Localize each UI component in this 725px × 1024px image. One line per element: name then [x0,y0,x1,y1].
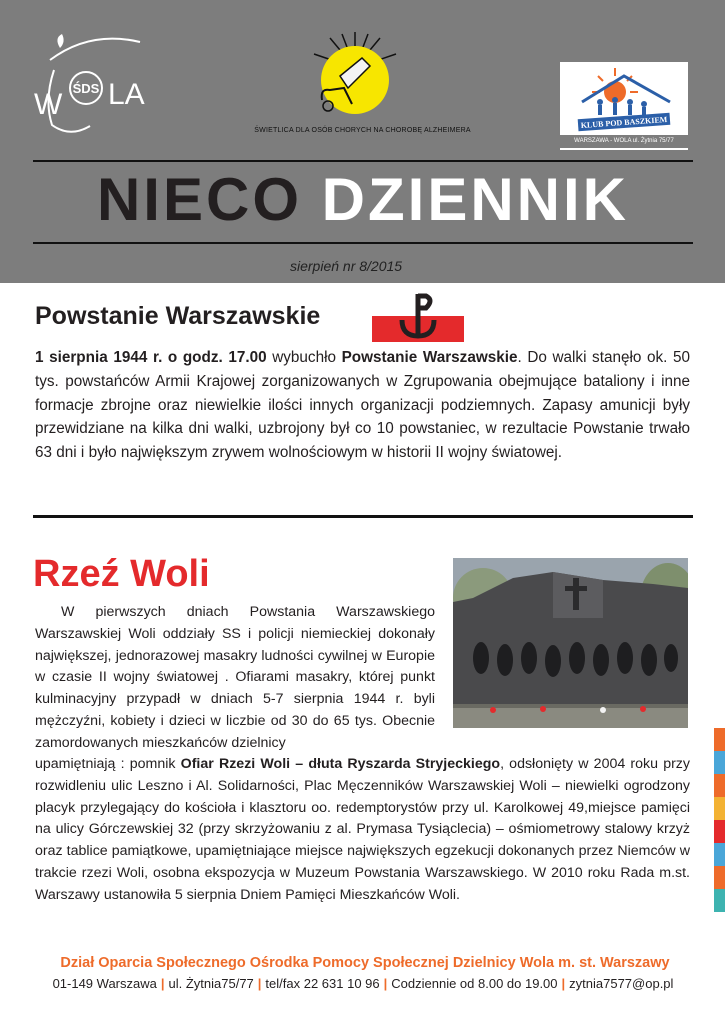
color-stripe [714,797,725,820]
massacre-intro-text: W pierwszych dniach Powstania Warszawskiego Warszawskiej Woli oddziały SS i policji niemieckiej dokonały największej, jednorazowej masakry ludności cywilnej w Europie w czasie II wojny światowej . Ofiarami masakry, której punkt kulminacyjny przypadł w dniach 5-7 sierpnia 1944 r. byli mężczyźni, kobiety i dzieci w liczbie od 30 do 65 tys. Obecnie zamordowanych mieszkańców dzielnicy [35,604,435,751]
color-stripe [714,774,725,797]
color-stripe [714,843,725,866]
masthead-word-dark: NIECO [96,166,302,233]
color-stripe [714,751,725,774]
footer-separator: | [160,976,165,991]
uprising-paragraph [35,346,690,465]
color-stripe [714,889,725,912]
section-divider [33,515,693,518]
footer-separator: | [561,976,566,991]
section-heading-massacre: Rzeź Woli [33,553,210,595]
klub-emblem-icon [560,62,688,136]
footer-contact-item: 01-149 Warszawa [52,976,157,991]
color-stripe [714,728,725,751]
uprising-text-a: wybuchło [266,349,342,366]
alzheimer-center-logo [300,28,410,123]
issue-label: sierpień nr 8/2015 [290,258,403,274]
klub-caption: WARSZAWA - WOLA ul. Żytnia 75/77 [560,135,688,148]
klub-banner-text: KLUB POD BASZKIEM [580,114,668,131]
masthead-title [33,160,693,240]
svg-text:W: W [34,88,63,121]
masthead-word-light: DZIENNIK [321,166,630,233]
massacre-memorial-paragraph [35,754,690,907]
footer-contact-item: ul. Żytnia75/77 [168,976,254,991]
sds-wola-logo [30,30,160,140]
footer-separator: | [257,976,262,991]
uprising-name: Powstanie Warszawskie [341,349,518,366]
svg-text:LA: LA [108,78,145,111]
footer-separator: | [383,976,388,991]
color-stripe [714,820,725,843]
memorial-text-b: , odsłonięty w 2004 roku przy rozwidleniu ulic Leszno i Al. Solidarności, Plac Męczenników Warszawskiej Woli – niewielki ogrodzony placyk przylegający do kościoła i klasztoru oo. redemptorystów przy ul. Karolkowej 49,miejsce pamięci na ulicy Górczewskiej 32 (przy skrzyżowaniu z al. Prymasa Tysiąclecia) – ośmiometrowy stalowy krzyż oraz tablice pamiątkowe, upamiętniające miejsce największych egzekucji dokonanych przez Niemców w trakcie rzezi Woli, osobna ekspozycja w Muzeum Powstania Warszawskiego. W 2010 roku Rada m.st. Warszawy ustanowiła 5 sierpnia Dniem Pamięci Mieszkańców Woli. [35,756,690,903]
uprising-text-b: . Do walki stanęło ok. 50 tys. powstańców Armii Krajowej zorganizowanych w Zgrupowania obejmujące bataliony i inne formacje zbrojne oraz niewielkie ilości innych organizacji podziemnych. Zapasy amunicji były przewidziane na kilka dni walki, uzbrojony był co 10 powstaniec, w rezultacie Powstanie trwało 63 dni i było największym zrywem wolnościowym w historii II wojny światowej. [35,349,690,462]
masthead-rule-bottom [33,242,693,244]
memorial-text-a: upamiętniają : pomnik [35,756,181,772]
footer-contact-item: Codziennie od 8.00 do 19.00 [391,976,558,991]
footer-contact-item[interactable]: zytnia7577@op.pl [569,976,674,991]
center-caption: ŚWIETLICA DLA OSÓB CHORYCH NA CHOROBĘ ALZHEIMERA [254,127,471,134]
color-stripe [714,866,725,889]
massacre-intro-paragraph [35,602,435,755]
uprising-date: 1 sierpnia 1944 r. o godz. 17.00 [35,349,267,366]
memorial-monument-name: Ofiar Rzezi Woli – dłuta Ryszarda Stryjeckiego [180,756,501,772]
section-heading-uprising: Powstanie Warszawskie [35,302,321,330]
color-stripes [714,728,725,912]
kotwica-flag-icon [372,290,464,342]
header-band [0,0,725,283]
memorial-photo [453,558,688,728]
svg-text:ŚDS: ŚDS [72,81,100,96]
footer-contact-item: tel/fax 22 631 10 96 [265,976,380,991]
footer-contact-line [33,976,693,991]
footer-title: Dział Oparcia Społecznego Ośrodka Pomocy Społecznej Dzielnicy Wola m. st. Warszawy [60,955,670,971]
